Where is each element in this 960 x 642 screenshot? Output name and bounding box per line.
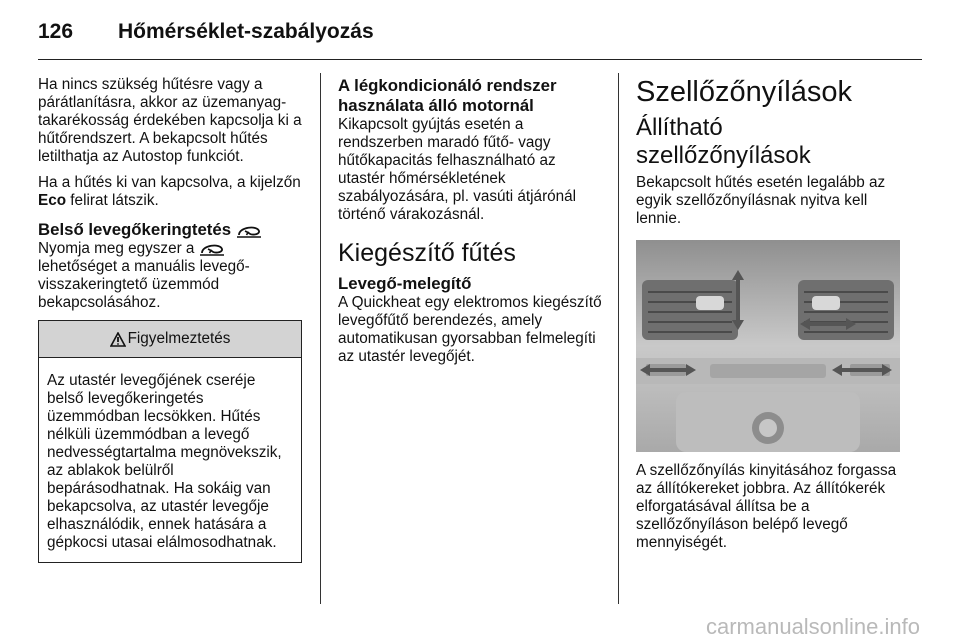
warning-header	[39, 321, 301, 358]
adjustable-vents-heading: Állítható szellőzőnyílások	[636, 114, 811, 169]
adjustable-vents-paragraph: Bekapcsolt hűtés esetén legalább az egyik szellőzőnyílásnak nyitva kell lennie.	[636, 174, 886, 227]
column-3	[636, 76, 900, 560]
page-number: 126	[38, 20, 74, 43]
ac-standstill-paragraph: Kikapcsolt gyújtás esetén a rendszerben maradó fűtő- vagy hűtőkapacitás felhasználható az utastér hőmérsékletének szabályozására, pl. vasúti átjárónál történő várakozásnál.	[338, 116, 577, 223]
air-recirculation-icon	[199, 241, 225, 257]
air-heater-paragraph: A Quickheat egy elektromos kiegészítő levegőfűtő berendezés, amely automatikusan gyorsabban felmelegíti az utastér levegőjét.	[338, 294, 602, 365]
page-header	[38, 14, 374, 50]
warning-title: Figyelmeztetés	[127, 330, 231, 347]
header-rule	[38, 59, 922, 60]
page-title: Hőmérséklet-szabályozás	[118, 20, 374, 43]
warning-box	[38, 320, 302, 563]
warning-triangle-icon	[110, 332, 126, 347]
column-divider-2	[618, 73, 619, 604]
eco-label: Eco	[38, 192, 67, 209]
air-heater-heading: Levegő-melegítő	[338, 274, 472, 293]
recirculation-paragraph: Nyomja meg egyszer a lehetőséget a manuális levegő-visszakeringtető üzemmód bekapcsolásához.	[38, 240, 250, 311]
column-2	[338, 76, 602, 374]
cooling-paragraph: Ha nincs szükség hűtésre vagy a párátlanításra, akkor az üzemanyag-takarékosság érdekében kapcsolja ki a hűtőrendszert. A bekapcsolt hűtés letilthatja az Autostop funkciót.	[38, 76, 302, 165]
eco-paragraph: Ha a hűtés ki van kapcsolva, a kijelzőn Eco felirat látszik.	[38, 174, 301, 209]
air-recirculation-icon	[236, 223, 262, 239]
warning-text: Az utastér levegőjének cseréje belső levegőkeringetés üzemmódban lecsökken. Hűtés nélküli üzemmódban a levegő nedvességtartalma megnövekszik, az ablakok belülről bepárásodhatnak. Ha sokáig van bekapcsolva, az utastér levegője elhasználódik, ennek hatására a gépkocsi utasai elálmosodhatnak.	[47, 372, 282, 551]
column-1	[38, 76, 302, 563]
air-vents-heading: Szellőzőnyílások	[636, 76, 852, 108]
column-divider-1	[320, 73, 321, 604]
ac-standstill-heading: A légkondicionáló rendszer használata álló motornál	[338, 76, 557, 115]
watermark: carmanualsonline.info	[705, 614, 920, 639]
vent-instructions-paragraph: A szellőzőnyílás kinyitásához forgassa az állítókereket jobbra. Az állítókerék elforgatásával állítsa be a szellőzőnyíláson belépő levegő mennyiségét.	[636, 462, 897, 551]
auxiliary-heating-heading: Kiegészítő fűtés	[338, 239, 516, 267]
recirculation-heading: Belső levegőkeringtetés	[38, 220, 302, 240]
air-vents-photo	[636, 240, 900, 452]
